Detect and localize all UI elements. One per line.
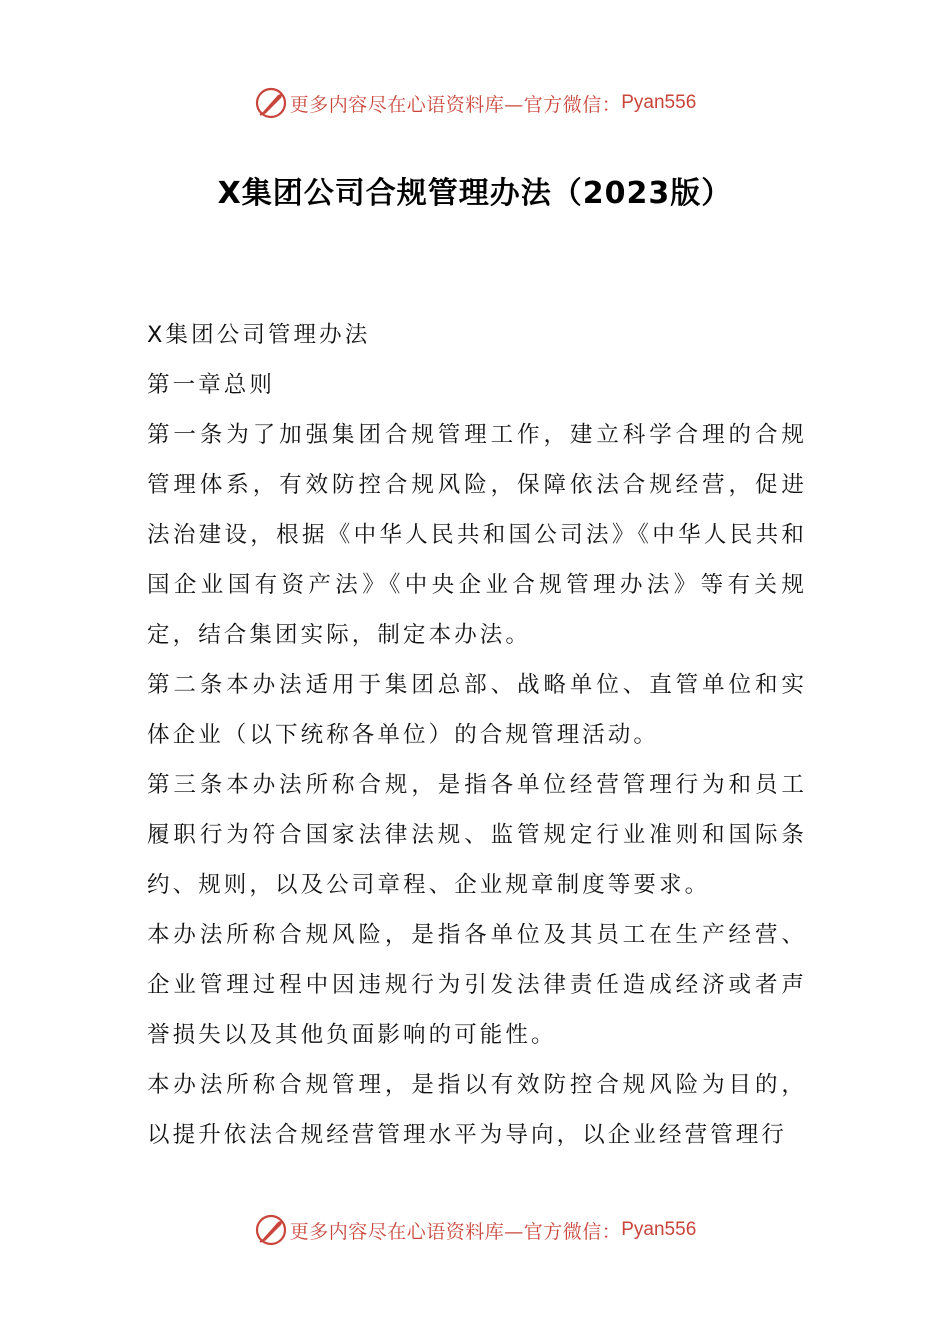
quill-logo-icon	[254, 1213, 288, 1247]
document-body	[147, 310, 807, 1160]
quill-logo-icon	[254, 86, 288, 120]
footer-watermark	[0, 1210, 950, 1250]
watermark-wechat-id: Pyan556	[621, 1219, 697, 1240]
paragraph: 第二条本办法适用于集团总部、战略单位、直管单位和实体企业（以下统称各单位）的合规管理活动。	[147, 672, 807, 748]
watermark-text: 更多内容尽在心语资料库—官方微信：	[289, 93, 622, 116]
watermark-text: 更多内容尽在心语资料库—官方微信：	[289, 1220, 622, 1243]
paragraph: X集团公司管理办法	[147, 322, 371, 348]
paragraph: 本办法所称合规风险，是指各单位及其员工在生产经营、企业管理过程中因违规行为引发法律责任造成经济或者声誉损失以及其他负面影响的可能性。	[147, 922, 807, 1048]
watermark-wechat-id: Pyan556	[621, 92, 697, 113]
paragraph: 第一章总则	[147, 372, 276, 398]
paragraph: 第一条为了加强集团合规管理工作，建立科学合理的合规管理体系，有效防控合规风险，保障依法合规经营，促进法治建设，根据《中华人民共和国公司法》《中华人民共和国企业国有资产法》《中央企业合规管理办法》等有关规定，结合集团实际，制定本办法。	[147, 422, 807, 648]
document-title: X集团公司合规管理办法（2023版）	[217, 176, 733, 211]
paragraph: 第三条本办法所称合规，是指各单位经营管理行为和员工履职行为符合国家法律法规、监管规定行业准则和国际条约、规则，以及公司章程、企业规章制度等要求。	[147, 772, 807, 898]
header-watermark	[0, 83, 950, 123]
paragraph: 本办法所称合规管理，是指以有效防控合规风险为目的，以提升依法合规经营管理水平为导向，以企业经营管理行	[147, 1072, 807, 1148]
